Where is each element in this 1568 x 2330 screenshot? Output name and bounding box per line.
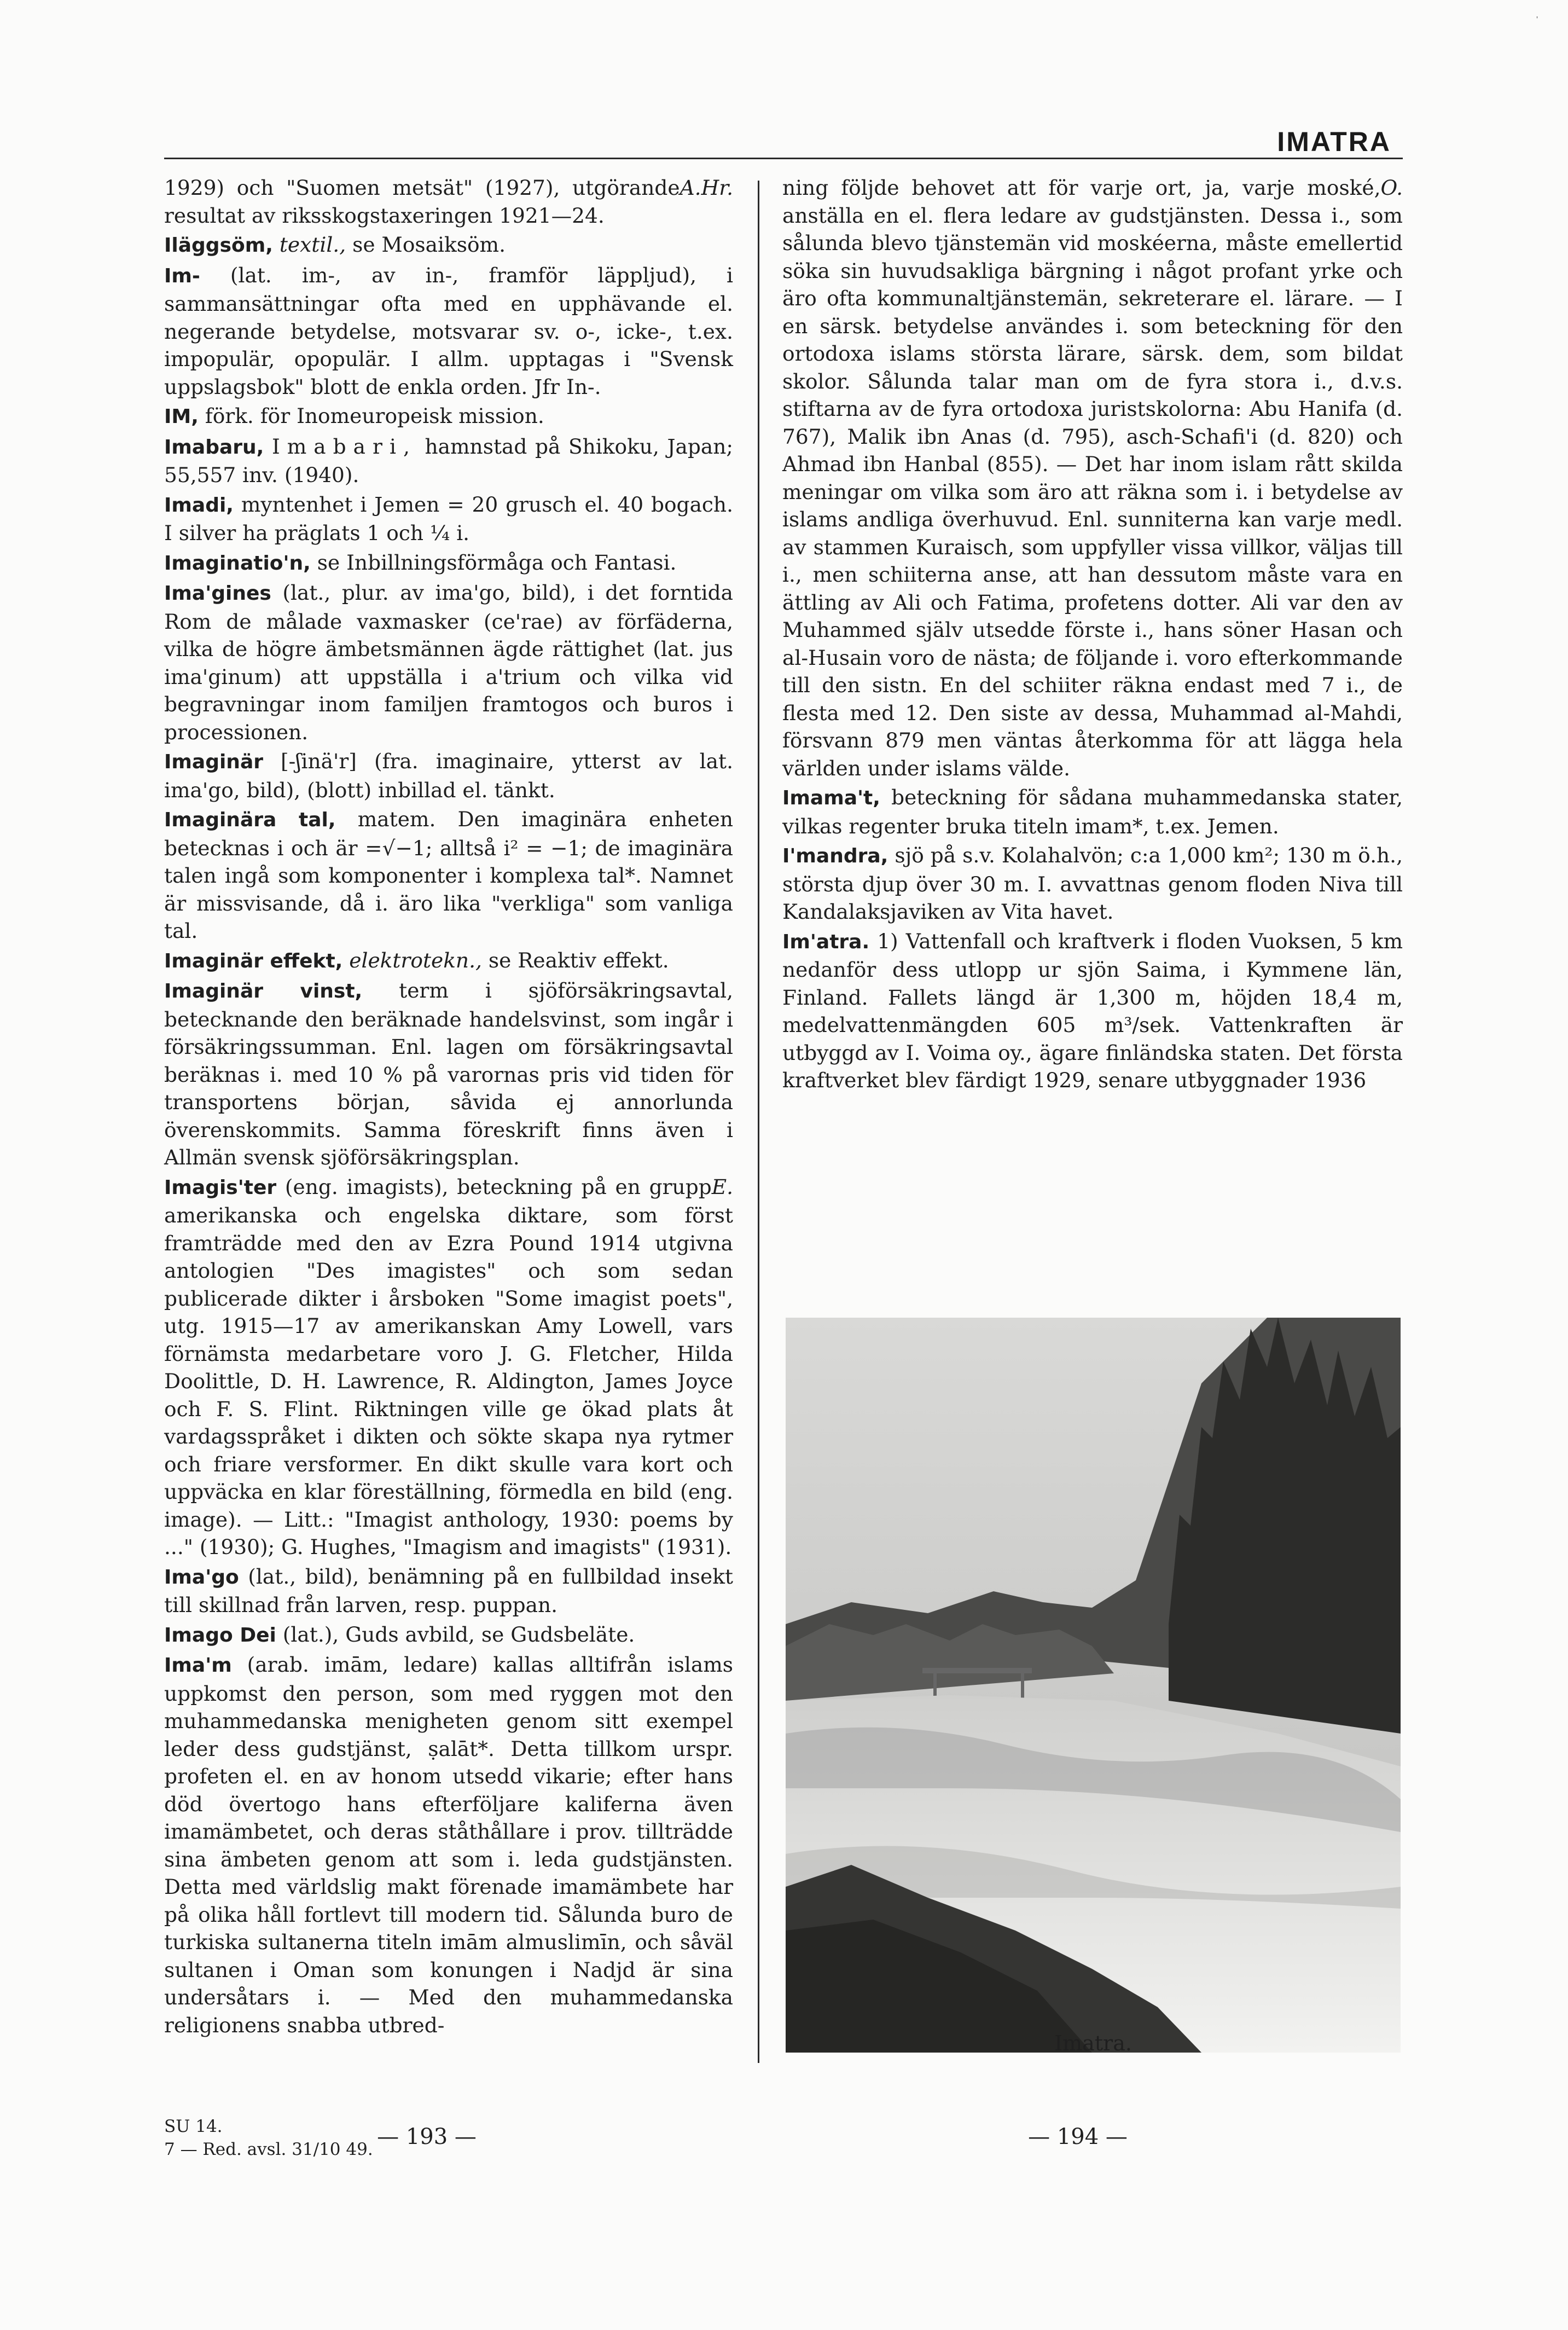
entry-text: ning följde behovet att för varje ort, ja, varje moské, anställa en el. flera ledare av gudstjänsten. Dessa i., som sålunda blevo tjänstemän vid moskéerna, måste emellertid söka sin huvudsakliga bärgning i något profant yrke och äro ofta kommunaltjänstemän, sekreterare el. lärare. — I en särsk. betydelse användes i. som beteckning för den ortodoxa islams största lärare, särsk. dem, som bildat skolor. Sålunda talar man om de fyra stora i., d.v.s. stiftarna av de fyra ortodoxa juristskolorna: Abu Hanifa (d. 767), Malik ibn Anas (d. 795), asch-Schafi'i (d. 820) och Ahmad ibn Hanbal (855). — Det har inom islam rått skilda meningar om vilka som äro att räkna som i. i betydelse av islams andliga överhuvud. Enl. sunniterna kan varje medl. av stammen Kuraisch, som uppfyller vissa villkor, väljas till i., men schiiterna anse, att han dessutom måste vara en ättling av Ali och Fatima, profetens dotter. Ali var den av Muhammed själv utsedde förste i., hans söner Hasan och al-Husain voro de nästa; de följande i. voro efterkommande till den sistn. En del schiiter räkna endast med 7 i., de flesta med 12. Den siste av dessa, Muhammad al-Mahdi, försvann 879 men väntas återkomma för att lägga hela världen under islams välde. [782,176,1403,780]
entry-headword: Imaginär [164,751,263,773]
dictionary-entry [164,747,733,804]
entry-headword: IM, [164,405,199,428]
entry-headword: Imaginär vinst, [164,980,363,1002]
entry-text: (lat., plur. av ima'go, bild), i det forntida Rom de målade vaxmasker (ce'rae) av förfäderna, vilka de högre ämbetsmännen ägde rättighet (lat. jus ima'ginum) att uppställa i a'trium och vilka vid begravningar inom familjen framtogos och buros i processionen. [164,581,734,744]
entry-text: hamnstad på Shikoku, Japan; 55,557 inv. (1940). [164,434,734,487]
running-head: IMATRA [1277,126,1391,157]
entry-text: se Reaktiv effekt. [488,948,669,972]
dictionary-entry [164,433,733,489]
entry-text: myntenhet i Jemen = 20 grusch el. 40 bogach. I silver ha präglats 1 och ¼ i. [164,492,733,545]
entry-headword: Imadi, [164,494,234,517]
entry-headword: Imagis'ter [164,1176,277,1199]
column-divider [758,181,759,2063]
dictionary-entry [782,784,1403,840]
entry-headword: Ima'gines [164,582,271,605]
entry-headword: Imago Dei [164,1624,276,1647]
entry-headword: Imaginär effekt, [164,949,343,972]
dictionary-entry [164,402,733,431]
entry-text: (arab. imām, ledare) kallas alltifrån islams uppkomst den person, som med ryggen mot den muhammedanska menigheten genom sitt exempel leder dess gudstjänst, ṣalāt*. Detta tillkom urspr. profeten el. en av honom utsedd vikarie; efter hans död övertogo hans efterföljare kaliferna även imamämbetet, och deras ståthållare i prov. tillträdde sina ämbeten genom att som i. leda gudstjänsten. Detta med världslig makt förenade imamämbete har på olika håll fortlevt till modern tid. Sålunda buro de turkiska sultanerna titeln imām almuslimīn, och såväl sultanen i Oman som konungen i Nadjd är sina undersåtars i. — Med den muhammedanska religionens snabba utbred- [164,1653,734,2037]
dictionary-entry [164,549,733,578]
entry-text: beteckning för sådana muhammedanska stater, vilkas regenter bruka titeln imam*, t.ex. Jemen. [782,785,1403,838]
author-signature: A.Hr. [680,176,733,200]
entry-headword: Im'atra. [782,930,870,953]
entry-field-label: elektrotekn., [349,948,482,972]
page-number-left: — 193 — [377,2124,477,2149]
print-note: 7 — Red. avsl. 31/10 49. [164,2140,373,2159]
left-column [164,174,733,2089]
entry-headword: Imama't, [782,787,880,809]
imatra-photo [786,1318,1401,2053]
entry-text: [-ʃinä'r] (fra. imaginaire, ytterst av lat. ima'go, bild), (blott) inbillad el. tänkt. [164,749,733,802]
page-number-right: — 194 — [1028,2124,1128,2149]
dictionary-entry [164,1563,733,1619]
entry-text: sjö på s.v. Kolahalvön; c:a 1,000 km²; 130 m ö.h., största djup över 30 m. I. avvattnas genom floden Niva till Kandalaksjaviken av Vita havet. [782,843,1403,924]
entry-text: term i sjöförsäkringsavtal, betecknande den beräknade handelsvinst, som ingår i försäkringssumman. Enl. lagen om försäkringsavtal beräknas i. med 10 % på varornas pris vid tiden för transportens början, såvida ej annorlunda överenskommits. Samma föreskrift finns även i Allmän svensk sjöförsäkringsplan. [164,978,733,1169]
dictionary-entry [164,947,733,976]
entry-headword: Imaginatio'n, [164,552,311,575]
entry-field-label: textil., [279,233,346,257]
entry-text: förk. för Inomeuropeisk mission. [205,404,544,428]
entry-headword: Ima'go [164,1566,239,1589]
entry-text: (lat., bild), benämning på en fullbildad insekt till skillnad från larven, resp. puppan. [164,1564,734,1617]
dictionary-entry [164,1173,733,1561]
entry-text: (lat. im-, av in-, framför läppljud), i sammansättningar ofta med en upphävande el. negerande betydelse, motsvarar sv. o-, icke-, t.ex. impopulär, opopulär. I allm. upptagas i "Svensk uppslagsbok" blott de enkla orden. Jfr In-. [164,263,734,399]
right-column [782,174,1403,1268]
dictionary-entry [164,1621,733,1650]
dictionary-entry [782,842,1403,926]
author-signature: O. [1380,176,1403,200]
entry-text: (lat.), Guds avbild, se Gudsbeläte. [282,1622,635,1647]
header-rule [164,158,1403,159]
dictionary-entry [164,262,733,401]
entry-headword: Imabaru, [164,436,264,459]
entry-text: se Inbillningsförmåga och Fantasi. [317,550,677,575]
entry-text: se Mosaiksöm. [352,233,506,257]
entry-headword: Iläggsöm, [164,234,273,257]
entry-text: 1) Vattenfall och kraftverk i floden Vuoksen, 5 km nedanför dess utlopp ur sjön Saima, i Kymmene län, Finland. Fallets längd är 1,300 m, höjden 18,4 m, medelvattenmängden 605 m³/sek. Vattenkraften är utbyggd av I. Voima oy., ägare finländska staten. Det första kraftverket blev färdigt 1929, senare utbyggnader 1936 [782,929,1403,1092]
rapids-photo-drawing [786,1318,1401,2053]
dictionary-entry [164,491,733,547]
dictionary-entry [164,579,733,746]
entry-headword: I'mandra, [782,845,888,867]
dictionary-entry [782,928,1403,1094]
spaced-name: Imabari, [271,434,417,459]
sheet-mark: SU 14. [164,2117,223,2136]
dictionary-entry [164,1651,733,2039]
dictionary-entry [164,977,733,1172]
footer-notes [164,2115,373,2161]
author-signature: E. [711,1174,733,1199]
dictionary-entry [164,805,733,945]
entry-headword: Im- [164,264,200,287]
entry-text: 1929) och "Suomen metsät" (1927), utgörande resultat av riksskogstaxeringen 1921—24. [164,176,680,228]
entry-text: (eng. imagists), beteckning på en grupp amerikanska och engelska diktare, som först framträdde med den av Ezra Pound 1914 utgivna antologien "Des imagistes" och som sedan publicerade dikter i årsboken "Some imagist poets", utg. 1915—17 av amerikanskan Amy Lowell, vars förnämsta medarbetare voro J. G. Fletcher, Hilda Doolittle, D. H. Lawrence, R. Aldington, James Joyce och F. S. Flint. Riktningen ville ge ökad plats åt vardagsspråket i dikten och sökte skapa nya rytmer och friare versformer. En dikt skulle vara kort och uppväcka en klar föreställning, förmedla en bild (eng. image). — Litt.: "Imagist anthology, 1930: poems by ..." (1930); G. Hughes, "Imagism and imagists" (1931). [164,1174,733,1559]
dictionary-entry [782,174,1403,782]
entry-text: matem. Den imaginära enheten betecknas i och är =√−1; alltså i² = −1; de imaginära talen ingå som komponenter i komplexa tal*. Namnet är missvisande, då i. äro lika "verkliga" som vanliga tal. [164,807,734,943]
dictionary-entry [164,174,733,229]
entry-headword: Imaginära tal, [164,809,336,831]
dictionary-entry [164,231,733,260]
corner-mark: ' [1536,15,1538,25]
figure-caption: Imatra. [1054,2031,1132,2055]
entry-headword: Ima'm [164,1654,232,1677]
